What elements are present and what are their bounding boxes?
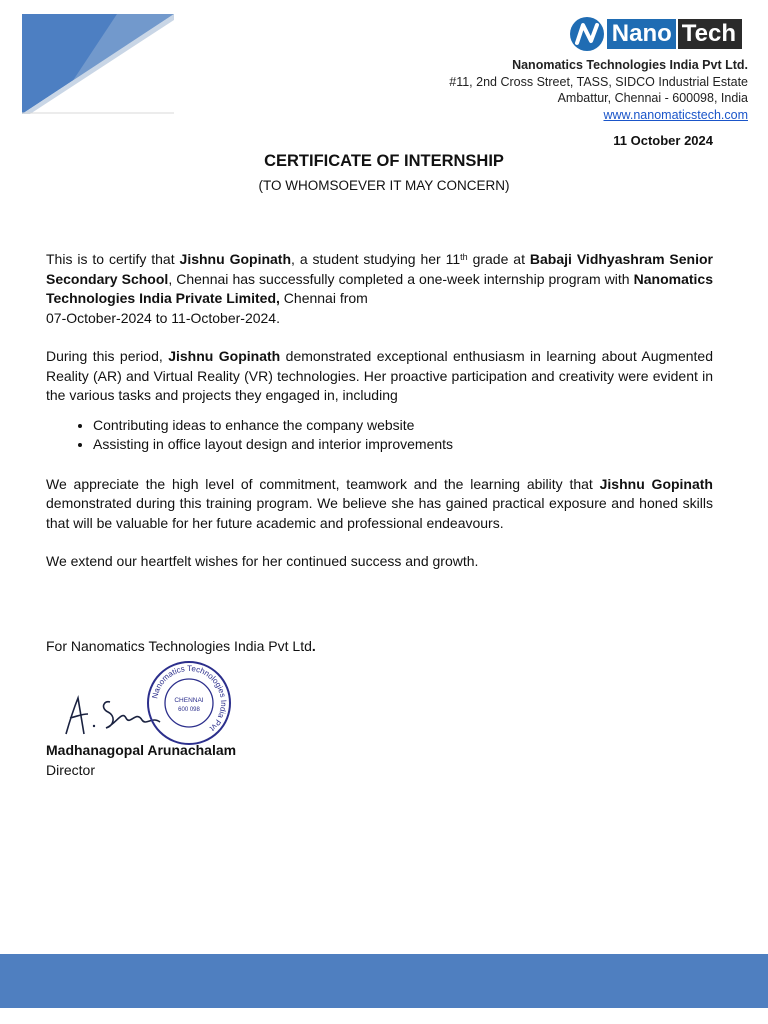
stamp-arc-text: Nanomatics Technologies India Pvt	[150, 663, 229, 733]
certificate-body	[46, 250, 713, 572]
logo-tech-text: Tech	[678, 19, 742, 49]
for-company-text: For Nanomatics Technologies India Pvt Ltd	[46, 638, 312, 654]
text: grade at	[467, 251, 530, 267]
certificate-date: 11 October 2024	[613, 133, 713, 148]
nano-logo-icon	[569, 16, 605, 52]
text: demonstrated exceptional enthusiasm in learning about Augmented Reality (AR) and Virtual Reality (VR) technologies. Her proactive participation and creativity were evident in the various tasks and projects they engaged in, including	[46, 348, 713, 403]
text: We appreciate the high level of commitment, teamwork and the learning ability that	[46, 475, 600, 492]
company-address	[449, 57, 748, 123]
stamp-pin: 600 098	[178, 707, 200, 713]
text: During this period,	[46, 348, 169, 364]
text: , Chennai has successfully completed a one-week internship program with	[168, 270, 634, 287]
superscript: th	[460, 252, 468, 262]
student-name: Jishnu Gopinath	[599, 475, 713, 492]
student-name: Jishnu Gopinath	[168, 348, 281, 364]
footer-band	[0, 954, 768, 1008]
website-link[interactable]: www.nanomaticstech.com	[603, 107, 748, 122]
certificate-title: CERTIFICATE OF INTERNSHIP	[264, 152, 504, 170]
list-item: • Assisting in office layout design and interior improvements	[93, 435, 713, 455]
signatory-name: Madhanagopal Arunachalam	[46, 742, 237, 758]
paragraph-3	[46, 475, 713, 534]
signatory-role: Director	[46, 762, 96, 778]
stamp-city: CHENNAI	[174, 697, 204, 704]
text: demonstrated during this training program. We believe she has gained practical exposure and honed skills that will be valuable for her future academic and professional endeavours.	[46, 495, 713, 531]
company-name: Nanomatics Technologies India Pvt Ltd.	[512, 58, 748, 72]
internship-dates: 07-October-2024 to 11-October-2024.	[46, 309, 280, 326]
logo-nano-text: Nano	[607, 19, 676, 49]
text: Chennai from	[279, 290, 368, 306]
student-name: Jishnu Gopinath	[179, 251, 292, 267]
company-full-name: Nanomatics Technologies India Private Limited,	[46, 270, 713, 306]
company-logo	[569, 16, 742, 52]
text: , a student studying her 11	[291, 251, 461, 267]
for-company-line	[46, 638, 316, 654]
address-line-1: #11, 2nd Cross Street, TASS, SIDCO Industrial Estate	[449, 74, 748, 89]
certificate-subtitle: (TO WHOMSOEVER IT MAY CONCERN)	[258, 178, 510, 193]
company-stamp	[146, 660, 232, 746]
paragraph-2	[46, 347, 713, 406]
paragraph-1	[46, 250, 713, 328]
period: .	[311, 638, 316, 654]
address-line-2: Ambattur, Chennai - 600098, India	[557, 91, 748, 105]
school-name: Babaji Vidhyashram Senior Secondary School	[46, 251, 713, 287]
paragraph-4: We extend our heartfelt wishes for her continued success and growth.	[46, 553, 479, 569]
text: This is to certify that	[46, 251, 180, 267]
tasks-list	[46, 416, 713, 455]
list-item: • Contributing ideas to enhance the company website	[93, 416, 713, 436]
corner-decoration	[22, 14, 174, 114]
